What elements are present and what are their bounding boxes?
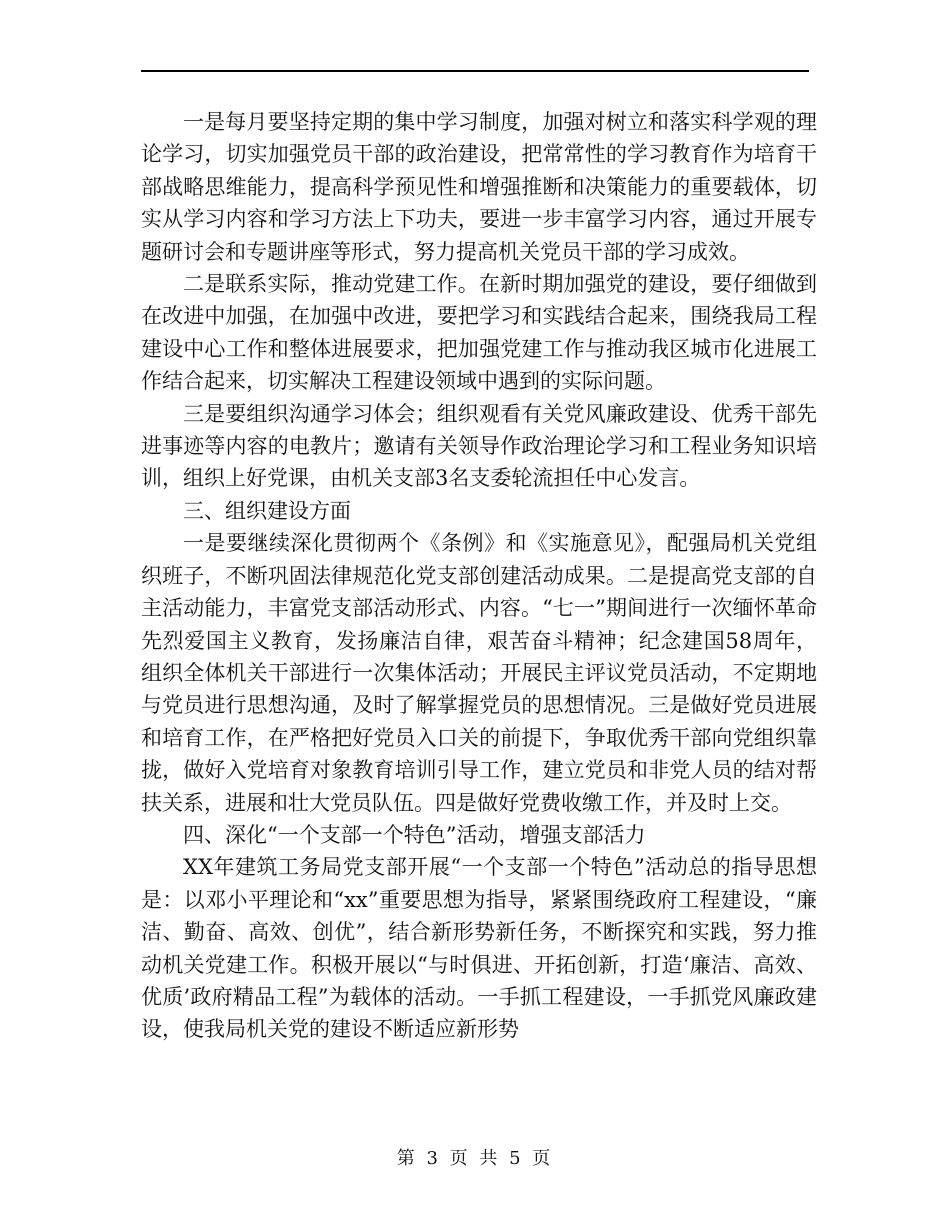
paragraph-exchange-learning: 三是要组织沟通学习体会；组织观看有关党风廉政建设、优秀干部先进事迹等内容的电教片；邀请有关领导作政治理论学习和工程业务知识培训，组织上好党课，由机关支部3名支委轮流担任中心发言。 — [141, 401, 817, 491]
section-heading-branch-feature: 四、深化“一个支部一个特色”活动，增强支部活力 — [183, 822, 646, 847]
page-number: 第 3 页 共 5 页 — [396, 1148, 554, 1169]
header-rule — [141, 70, 809, 72]
paragraph-link-practice: 二是联系实际，推动党建工作。在新时期加强党的建设，要仔细做到在改进中加强，在加强中改进，要把学习和实践结合起来，围绕我局工程建设中心工作和整体进展要求，把加强党建工作与推动我区城市化进展工作结合起来，切实解决工程建设领域中遇到的实际问题。 — [141, 272, 817, 394]
paragraph-organization-building: 一是要继续深化贯彻两个《条例》和《实施意见》，配强局机关党组织班子，不断巩固法律规范化党支部创建活动成果。二是提高党支部的自主活动能力，丰富党支部活动形式、内容。“七一”期间进行一次缅怀革命先烈爱国主义教育，发扬廉洁自律，艰苦奋斗精神；纪念建国58周年，组织全体机关干部进行一次集体活动；开展民主评议党员活动，不定期地与党员进行思想沟通，及时了解掌握党员的思想情况。三是做好党员进展和培育工作，在严格把好党员入口关的前提下，争取优秀干部向党组织靠拢，做好入党培育对象教育培训引导工作，建立党员和非党人员的结对帮扶关系，进展和壮大党员队伍。四是做好党费收缴工作，并及时上交。 — [141, 531, 817, 815]
section-heading-organization: 三、组织建设方面 — [183, 498, 351, 523]
paragraph-study-system: 一是每月要坚持定期的集中学习制度，加强对树立和落实科学观的理论学习，切实加强党员干部的政治建设，把常常性的学习教育作为培育干部战略思维能力，提高科学预见性和增强推断和决策能力的重要载体，切实从学习内容和学习方法上下功夫，要进一步丰富学习内容，通过开展专题研讨会和专题讲座等形式，努力提高机关党员干部的学习成效。 — [141, 110, 817, 264]
paragraph-guiding-ideology: XX年建筑工务局党支部开展“一个支部一个特色”活动总的指导思想是：以邓小平理论和“xx”重要思想为指导，紧紧围绕政府工程建设，“廉洁、勤奋、高效、创优”，结合新形势新任务，不断探究和实践，努力推动机关党建工作。积极开展以“与时俱进、开拓创新，打造‘廉洁、高效、优质’政府精品工程”为载体的活动。一手抓工程建设，一手抓党风廉政建设，使我局机关党的建设不断适应新形势 — [141, 855, 817, 1042]
document-body — [141, 106, 817, 1046]
